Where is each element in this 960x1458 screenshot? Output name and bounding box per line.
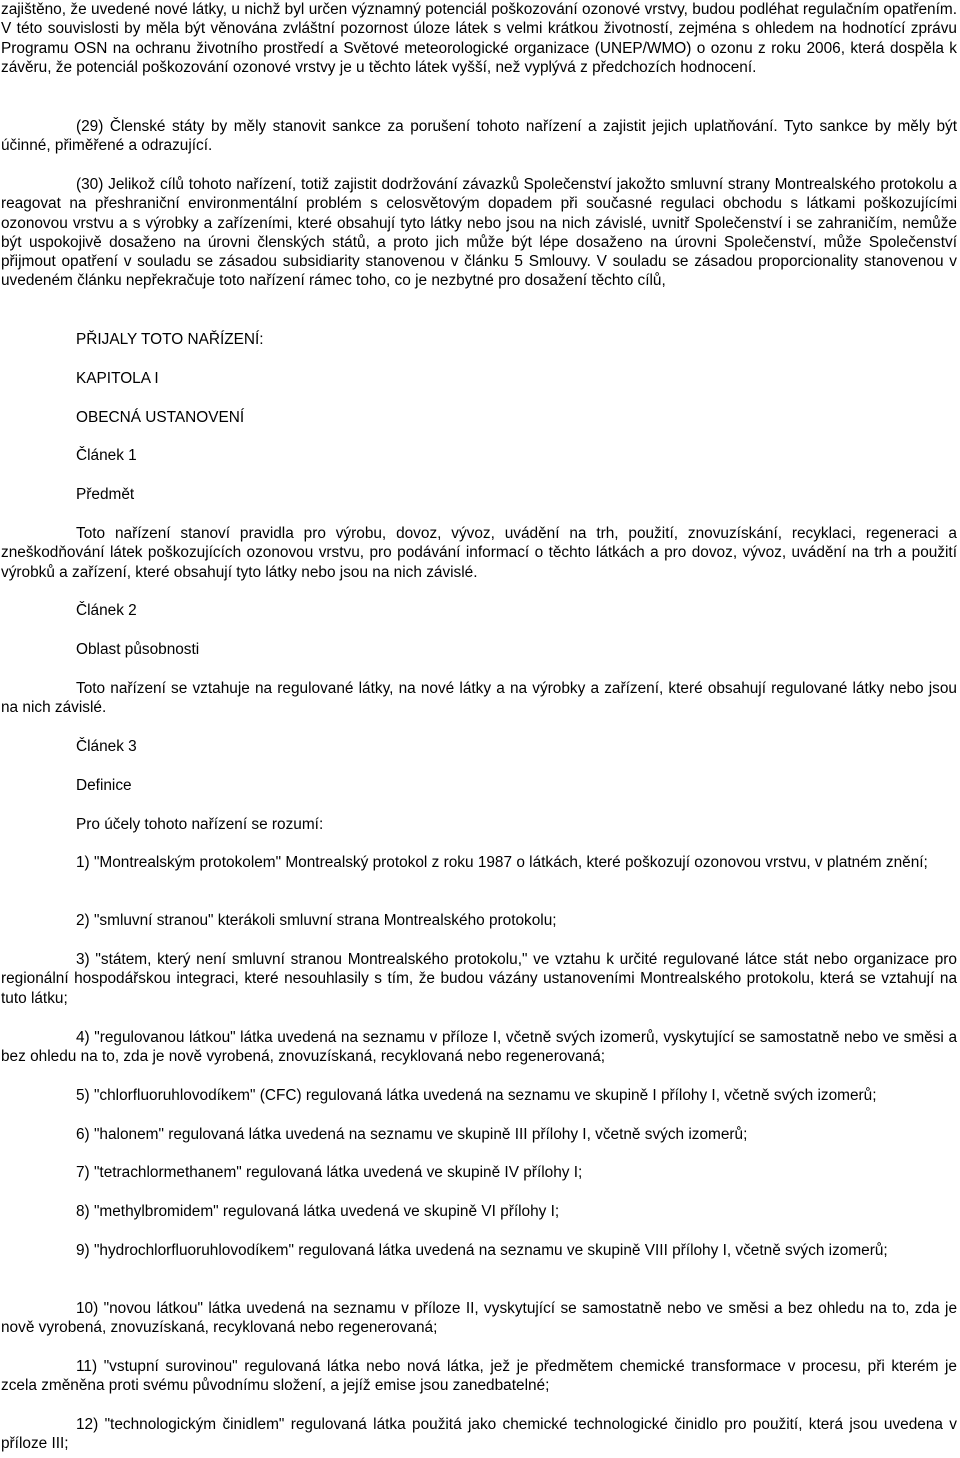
- definition-item: 11) "vstupní surovinou" regulovaná látka nebo nová látka, jež je předmětem chemické transformace v procesu, při kterém je zcela změněna proti svému původnímu složení, a jejíž emise jsou zanedbatelné;: [1, 1358, 957, 1395]
- article-1-title: Předmět: [76, 486, 135, 503]
- definition-item: 1) "Montrealským protokolem" Montrealský protokol z roku 1987 o látkách, které poškozují ozonovou vrstvu, v platném znění;: [76, 854, 928, 871]
- definition-item: 6) "halonem" regulovaná látka uvedená na seznamu ve skupině III přílohy I, včetně svých izomerů;: [76, 1126, 748, 1143]
- definition-item: 12) "technologickým činidlem" regulovaná látka použitá jako chemické technologické činidlo pro použití, která jsou uvedena v příloze III;: [1, 1416, 957, 1453]
- recital-29: (29) Členské státy by měly stanovit sankce za porušení tohoto nařízení a zajistit jejich uplatňování. Tyto sankce by měly být účinné, přiměřené a odrazující.: [1, 118, 957, 155]
- article-3-intro: Pro účely tohoto nařízení se rozumí:: [76, 816, 324, 833]
- article-1-text: Toto nařízení stanoví pravidla pro výrobu, dovoz, vývoz, uvádění na trh, použití, znovuzískání, recyklaci, regeneraci a zneškodňování látek poškozujících ozonovou vrstvu, pro podávání informací o těchto látkách a pro dovoz, vývoz, uvádění na trh a použití výrobků a zařízení, které obsahují tyto látky nebo jsou na nich závislé.: [1, 525, 957, 581]
- article-1-number: Článek 1: [76, 447, 137, 464]
- adoption-formula: PŘIJALY TOTO NAŘÍZENÍ:: [76, 331, 264, 348]
- article-2-number: Článek 2: [76, 602, 137, 619]
- definition-item: 5) "chlorfluoruhlovodíkem" (CFC) regulovaná látka uvedená na seznamu ve skupině I přílohy I, včetně svých izomerů;: [76, 1087, 877, 1104]
- definition-item: 8) "methylbromidem" regulovaná látka uvedená ve skupině VI přílohy I;: [76, 1203, 560, 1220]
- article-3-number: Článek 3: [76, 738, 137, 755]
- article-2-text: Toto nařízení se vztahuje na regulované látky, na nové látky a na výrobky a zařízení, které obsahují regulované látky nebo jsou na nich závislé.: [1, 680, 957, 717]
- chapter-number: KAPITOLA I: [76, 370, 159, 387]
- definition-item: 7) "tetrachlormethanem" regulovaná látka uvedená ve skupině IV přílohy I;: [76, 1164, 583, 1181]
- paragraph-intro: zajištěno, že uvedené nové látky, u nichž byl určen významný potenciál poškozování ozonové vrstvy, budou podléhat regulačním opatřením. V této souvislosti by měla být věnována zvláštní pozornost úloze látek s velmi krátkou životností, zejména s ohledem na hodnotící zprávu Programu OSN na ochranu životního prostředí a Světové meteorologické organizace (UNEP/WMO) o ozonu z roku 2006, která dospěla k závěru, že potenciál poškozování ozonové vrstvy je u těchto látek vyšší, než vyplývá z předchozích hodnocení.: [1, 1, 957, 76]
- definition-item: 10) "novou látkou" látka uvedená na seznamu v příloze II, vyskytující se samostatně nebo ve směsi a bez ohledu na to, zda je nově vyrobená, znovuzískaná, recyklovaná nebo regenerovaná;: [1, 1300, 957, 1337]
- chapter-title: OBECNÁ USTANOVENÍ: [76, 409, 245, 426]
- recital-30: (30) Jelikož cílů tohoto nařízení, totiž zajistit dodržování závazků Společenství jakožto smluvní strany Montrealského protokolu a reagovat na přeshraniční environmentální problém s celosvětovým dopadem při současné regulaci obchodu s látkami poškozujícími ozonovou vrstvu a s výrobky a zařízeními, které obsahují tyto látky nebo jsou na nich závislé, uvnitř Společenství i se zahraničím, nemůže být uspokojivě dosaženo na úrovni členských států, a proto jich může být lépe dosaženo na úrovni Společenství, může Společenství přijmout opatření v souladu se zásadou subsidiarity stanovenou v článku 5 Smlouvy. V souladu se zásadou proporcionality stanovenou v uvedeném článku nepřekračuje toto nařízení rámec toho, co je nezbytné pro dosažení těchto cílů,: [1, 176, 957, 290]
- definition-item: 4) "regulovanou látkou" látka uvedená na seznamu v příloze I, včetně svých izomerů, vyskytující se samostatně nebo ve směsi a bez ohledu na to, zda je nově vyrobená, znovuzískaná, recyklovaná nebo regenerovaná;: [1, 1029, 957, 1066]
- definition-item: 2) "smluvní stranou" kterákoli smluvní strana Montrealského protokolu;: [76, 912, 557, 929]
- article-3-title: Definice: [76, 777, 132, 794]
- article-2-title: Oblast působnosti: [76, 641, 200, 658]
- definition-item: 9) "hydrochlorfluoruhlovodíkem" regulovaná látka uvedená na seznamu ve skupině VIII přílohy I, včetně svých izomerů;: [76, 1242, 888, 1259]
- definition-item: 3) "státem, který není smluvní stranou Montrealského protokolu," ve vztahu k určité regulované látce stát nebo organizace pro regionální hospodářskou integraci, které nesouhlasily s tím, že budou vázány ustanoveními Montrealského protokolu, která se vztahují na tuto látku;: [1, 951, 957, 1007]
